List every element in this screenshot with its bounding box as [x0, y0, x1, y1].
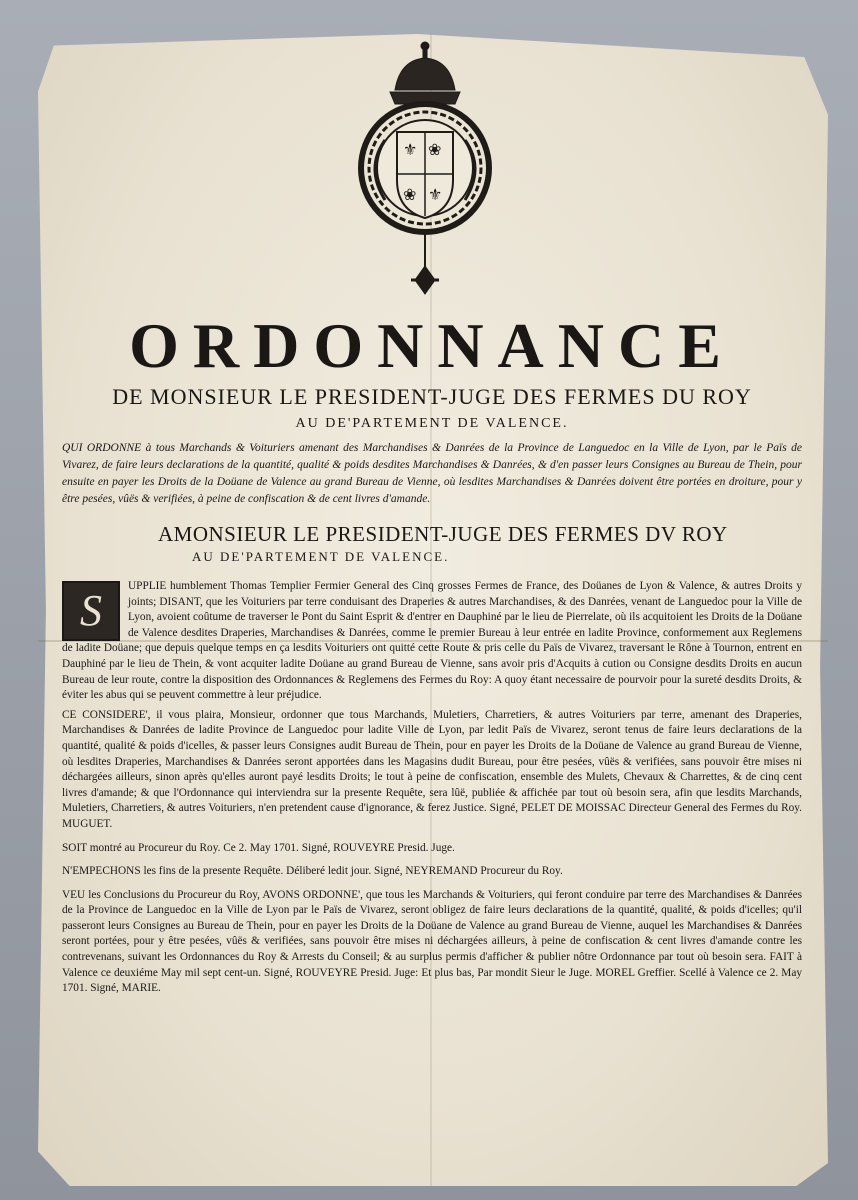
document-text — [62, 300, 802, 1001]
petition-heading: AMONSIEUR LE PRESIDENT-JUGE DES FERMES DV ROY — [158, 522, 728, 546]
petition-text: UPPLIE humblement Thomas Templier Fermier General des Cinq grosses Fermes de France, des Doüanes de Lyon & Valence, & autres Droits y joints; DISANT, que les Voituriers par terre conduisant des Draperies & autres Marchandises, & des Danrées, venant de Languedoc pour la Ville de Lyon, avoient coûtume de traverser le Pont du Saint Esprit & d'entrer en Dauphiné par le lieu de Pierrelate, où ils acquitoient les Droits de la Doüane de Valence desdites Draperies, Marchandises & Danrées, comme le premier Bureau à leur entrée en ladite Province, conformement aux Reglemens de ladite Doüane; que depuis quelque temps en ça lesdits Voituriers ont quitté cette Route & pris celle du Païs de Vivarez, traversant le Rône à Tournon, entrent en Dauphiné par le lieu de Thein, & vont acquiter ladite Doüane au grand Bureau de Vienne, sans avoir pris d'Acquits à cution ou Consigne desdits Droits en aucun Bureau de leur route, contre la disposition des Ordonnances & Reglemens des Fermes du Roy: A quoy étant necessaire de pourvoir pour la sureté desdits Droits, & éviter les abus qui se peuvent commettre à leur préjudice. — [62, 580, 802, 702]
petition-paragraph — [62, 579, 802, 704]
petition-heading-department: AU DE'PARTEMENT DE VALENCE. — [192, 549, 450, 564]
document-body — [62, 579, 802, 997]
ordinance-paragraph: VEU les Conclusions du Procureur du Roy, AVONS ORDONNE', que tous les Marchands & Voituriers, qui feront conduire par terre des Marchandises & Danrées de la Province de Languedoc en la Ville de Lyon par le Païs de Vivarez, seront obligez de faire leurs declarations de la quantité, qualité, & poids d'icelles; qu'il passeront leurs Consignes au Bureau de Thein, pour en payer les Droits de la Doüane de Valence au grand Bureau de Vienne, auquel les Marchandises & Danrées seront portées, pour y être pesées, vûës & verifiées, sans pouvoir être mises ni déchargées ailleurs, à peine de confiscation & cent livres d'amande contre les contrevenans, suivant les Ordonnances du Roy & Arrests du Conseil; & au surplus permis d'afficher & publier nôtre Ordonnance par tout où besoin sera. FAIT à Valence ce deuxiéme May mil sept cent-un. Signé, ROUVEYRE Presid. Juge: Et plus bas, Par mondit Sieur le Juge. MOREL Greffier. Scellé à Valence ce 2. May 1701. Signé, MARIE. — [62, 888, 802, 995]
document-subtitle: DE MONSIEUR LE PRESIDENT-JUGE DES FERMES DU ROY — [112, 384, 752, 409]
svg-text:⚜: ⚜ — [428, 185, 443, 204]
document-subtitle-department: AU DE'PARTEMENT DE VALENCE. — [295, 416, 569, 431]
svg-text:❀: ❀ — [428, 140, 442, 159]
document-title: ORDONNANCE — [129, 310, 735, 381]
prosecutor-paragraph: N'EMPECHONS les fins de la presente Requête. Déliberé ledit jour. Signé, NEYREMAND Procureur du Roy. — [62, 865, 563, 878]
svg-text:⚜: ⚜ — [403, 140, 418, 159]
summary-paragraph: QUI ORDONNE à tous Marchands & Voituriers amenant des Marchandises & Danrées de la Province de Languedoc en la Ville de Lyon, par le Païs de Vivarez, de faire leurs declarations de la quantité, qualité & poids desdites Marchandises & Danrées, & d'en passer leurs Consignes au Bureau de Thein, pour ensuite en payer les Droits de la Doüane de Valence au grand Bureau de Vienne, où lesdites Marchandises & Danrées doivent être portées en droiture, pour y être pesées, vûës & verifiées, à peine de confiscation & de cent livres d'amande. — [62, 442, 802, 505]
request-paragraph: CE CONSIDERE', il vous plaira, Monsieur, ordonner que tous Marchands, Muletiers, Charretiers, & autres Voituriers par terre, amenant des Draperies, Marchandises & Danrées de ladite Province de Languedoc pour ladite Ville de Lyon, par ledit Païs de Vivarez, seront tenus de faire leurs declarations de la quantité, qualité & poids d'icelles, & passer leurs Consignes audit Bureau de Thein, pour en payer les Droits de la Doüane de Valence au grand Bureau de Vienne, où lesdites Draperies, Marchandises & Danrées seront apportées dans les Magasins dudit Bureau, pour être pesées, vûës & verifiées, sans pouvoir être mises ni déchargées ailleurs, sinon après qu'elles auront payé lesdits Droits; le tout à peine de confiscation, ensemble des Mulets, Chevaux & Charrettes, & de cinq cent livres d'amande; & que l'Ordonnance qui interviendra sur la presente Requête, sera lûë, publiée & affichée par tout où besoin sera, afin que lesdits Marchands, Muletiers, Charretiers, & autres Voituriers, n'en pretendent cause d'ignorance, & ferez Justice. Signé, PELET DE MOISSAC Directeur General des Fermes du Roy. MUGUET. — [62, 708, 802, 830]
referral-paragraph: SOIT montré au Procureur du Roy. Ce 2. May 1701. Signé, ROUVEYRE Presid. Juge. — [62, 841, 455, 854]
svg-text:❀: ❀ — [403, 185, 417, 204]
royal-coat-of-arms — [345, 40, 505, 298]
ornamental-initial: S — [62, 581, 120, 641]
